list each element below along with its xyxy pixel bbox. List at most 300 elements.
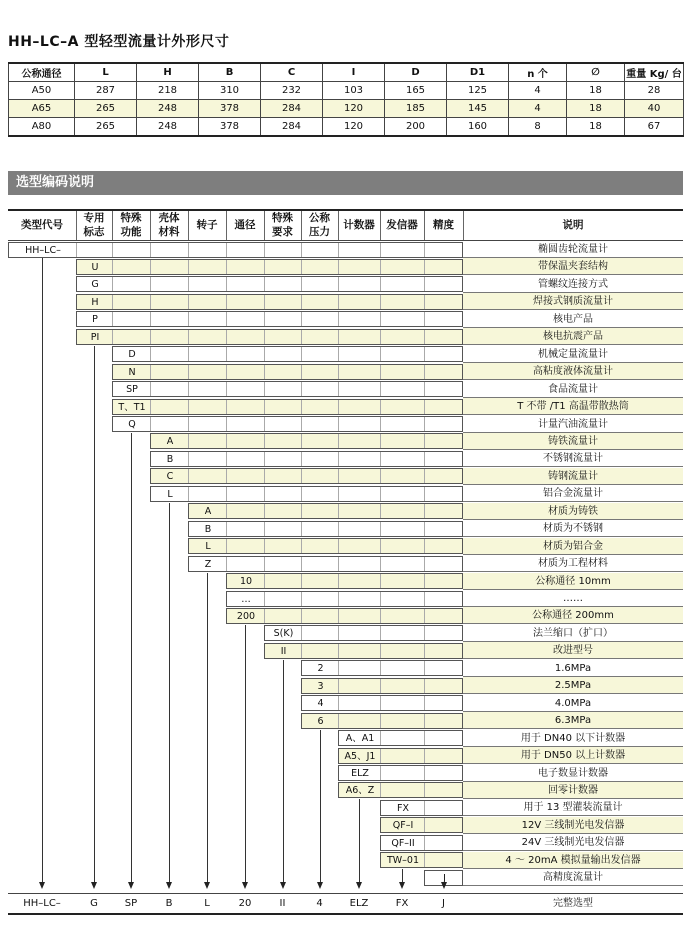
cell-divider xyxy=(424,679,425,693)
selection-header-line: 说明 xyxy=(562,219,584,231)
cell-divider xyxy=(338,609,339,623)
cell-divider xyxy=(424,452,425,466)
cell-divider xyxy=(264,504,265,518)
code-cell xyxy=(264,625,463,641)
cell-divider xyxy=(380,696,381,710)
header-divider xyxy=(76,211,77,240)
header-divider xyxy=(338,211,339,240)
cell-divider xyxy=(338,714,339,728)
cell-divider xyxy=(188,469,189,483)
cell-divider xyxy=(424,243,425,257)
dimension-header-cell: 公称通径 xyxy=(9,63,75,82)
cell-divider xyxy=(264,277,265,291)
section-header: 选型编码说明 xyxy=(8,171,683,195)
row-description: 用于 DN50 以上计数器 xyxy=(463,747,683,764)
cell-divider xyxy=(112,243,113,257)
cell-divider xyxy=(380,557,381,571)
selection-header-line: 类型代号 xyxy=(21,219,63,231)
code-label: B xyxy=(204,523,212,535)
code-cell xyxy=(112,399,463,415)
cell-divider xyxy=(226,400,227,414)
cell-divider xyxy=(264,469,265,483)
code-label: H xyxy=(91,296,99,308)
cell-divider xyxy=(338,243,339,257)
cell-divider xyxy=(301,469,302,483)
code-cell xyxy=(150,486,463,502)
cell-divider xyxy=(380,277,381,291)
cell-divider xyxy=(338,522,339,536)
cell-divider xyxy=(301,487,302,501)
row-description: 食品流量计 xyxy=(463,381,683,398)
column-arrow-icon xyxy=(441,882,447,889)
dimension-cell: 125 xyxy=(447,82,509,100)
cell-divider xyxy=(338,260,339,274)
row-description: 4 ～ 20mA 模拟量输出发信器 xyxy=(463,852,683,869)
cell-divider xyxy=(226,260,227,274)
code-label: U xyxy=(91,261,99,273)
code-cell xyxy=(380,800,463,816)
code-cell xyxy=(76,294,463,310)
cell-divider xyxy=(188,417,189,431)
dimension-cell: 200 xyxy=(385,118,447,137)
code-label: PI xyxy=(90,331,100,343)
cell-divider xyxy=(112,295,113,309)
row-description: 铸铁流量计 xyxy=(463,433,683,450)
selection-header-line: 计数器 xyxy=(343,219,375,231)
cell-divider xyxy=(380,609,381,623)
selection-header-line: 特殊 xyxy=(120,212,142,224)
column-arrow-icon xyxy=(280,882,286,889)
cell-divider xyxy=(226,487,227,501)
cell-divider xyxy=(338,626,339,640)
dimension-cell: 40 xyxy=(625,100,684,118)
code-cell xyxy=(380,835,463,851)
row-description: 材质为不锈钢 xyxy=(463,520,683,537)
cell-divider xyxy=(424,469,425,483)
code-label: QF–I xyxy=(392,820,414,832)
row-description: 6.3MPa xyxy=(463,712,683,729)
column-connector-line xyxy=(42,258,43,882)
dimension-cell: 165 xyxy=(385,82,447,100)
cell-divider xyxy=(301,609,302,623)
cell-divider xyxy=(226,522,227,536)
row-description: 计量汽油流量计 xyxy=(463,416,683,433)
code-cell xyxy=(380,852,463,868)
row-description: 机械定量流量计 xyxy=(463,346,683,363)
code-label: A xyxy=(204,506,212,518)
cell-divider xyxy=(264,417,265,431)
dimension-header-cell: 重量 Kg/ 台 xyxy=(625,63,684,82)
code-label: II xyxy=(280,645,287,657)
dimension-cell: 160 xyxy=(447,118,509,137)
code-label: Z xyxy=(204,558,212,570)
code-label: N xyxy=(128,366,136,378)
cell-divider xyxy=(188,330,189,344)
dimension-cell: 4 xyxy=(509,82,567,100)
dimension-cell: A80 xyxy=(9,118,75,137)
cell-divider xyxy=(264,487,265,501)
final-code-5: L xyxy=(204,898,210,909)
cell-divider xyxy=(380,731,381,745)
dimension-cell: 18 xyxy=(567,82,625,100)
cell-divider xyxy=(226,347,227,361)
cell-divider xyxy=(338,557,339,571)
dimension-header-cell: C xyxy=(261,63,323,82)
cell-divider xyxy=(226,417,227,431)
code-label: … xyxy=(241,593,251,605)
code-cell xyxy=(112,346,463,362)
row-description: …… xyxy=(463,590,683,607)
dimension-cell: 185 xyxy=(385,100,447,118)
row-description: 椭圆齿轮流量计 xyxy=(463,241,683,258)
row-description: 回零计数器 xyxy=(463,782,683,799)
cell-divider xyxy=(188,347,189,361)
cell-divider xyxy=(338,661,339,675)
cell-divider xyxy=(301,330,302,344)
cell-divider xyxy=(424,504,425,518)
dimension-cell: 378 xyxy=(199,100,261,118)
dimension-cell: 18 xyxy=(567,118,625,137)
cell-divider xyxy=(424,749,425,763)
cell-divider xyxy=(301,295,302,309)
row-description: 公称通径 200mm xyxy=(463,607,683,624)
cell-divider xyxy=(338,592,339,606)
cell-divider xyxy=(301,260,302,274)
code-label: D xyxy=(128,349,136,361)
code-cell xyxy=(112,364,463,380)
cell-divider xyxy=(301,592,302,606)
cell-divider xyxy=(380,330,381,344)
header-divider xyxy=(301,211,302,240)
dimension-row xyxy=(9,118,684,137)
dimension-cell: 18 xyxy=(567,100,625,118)
cell-divider xyxy=(264,330,265,344)
code-label: A、A1 xyxy=(345,733,375,745)
code-cell xyxy=(301,660,463,676)
dimension-cell: 248 xyxy=(137,100,199,118)
cell-divider xyxy=(226,277,227,291)
cell-divider xyxy=(188,487,189,501)
cell-divider xyxy=(301,417,302,431)
column-arrow-icon xyxy=(39,882,45,889)
final-code-7: II xyxy=(279,898,286,909)
cell-divider xyxy=(226,312,227,326)
cell-divider xyxy=(424,818,425,832)
cell-divider xyxy=(424,783,425,797)
cell-divider xyxy=(424,801,425,815)
cell-divider xyxy=(424,382,425,396)
final-code-9: ELZ xyxy=(349,898,369,909)
selection-header-5 xyxy=(188,211,226,239)
dimension-header-cell: D xyxy=(385,63,447,82)
cell-divider xyxy=(264,434,265,448)
cell-divider xyxy=(188,452,189,466)
code-cell xyxy=(150,433,463,449)
cell-divider xyxy=(301,400,302,414)
cell-divider xyxy=(380,243,381,257)
code-cell xyxy=(338,730,463,746)
cell-divider xyxy=(301,277,302,291)
row-description: 2.5MPa xyxy=(463,677,683,694)
cell-divider xyxy=(264,295,265,309)
code-label: ELZ xyxy=(351,768,369,779)
cell-divider xyxy=(380,365,381,379)
dimension-row xyxy=(9,100,684,118)
dimension-cell: 284 xyxy=(261,118,323,137)
column-connector-line xyxy=(402,869,403,882)
cell-divider xyxy=(424,365,425,379)
code-label: SP xyxy=(126,384,138,396)
code-cell xyxy=(226,591,463,607)
cell-divider xyxy=(264,539,265,553)
column-connector-line xyxy=(169,503,170,882)
code-label: TW–01 xyxy=(386,855,420,867)
cell-divider xyxy=(380,539,381,553)
row-description: 核电抗震产品 xyxy=(463,328,683,345)
dimension-cell: 4 xyxy=(509,100,567,118)
final-row-top-rule xyxy=(8,893,683,894)
code-label: 6 xyxy=(317,715,324,727)
selection-header-6 xyxy=(226,211,264,239)
code-label: C xyxy=(166,471,174,483)
cell-divider xyxy=(150,400,151,414)
code-cell xyxy=(338,782,463,798)
cell-divider xyxy=(424,522,425,536)
cell-divider xyxy=(226,382,227,396)
header-divider xyxy=(188,211,189,240)
cell-divider xyxy=(150,417,151,431)
code-cell xyxy=(76,329,463,345)
cell-divider xyxy=(188,243,189,257)
selection-header-line: 转子 xyxy=(196,219,218,231)
row-description: 高粘度液体流量计 xyxy=(463,363,683,380)
cell-divider xyxy=(301,347,302,361)
header-divider xyxy=(150,211,151,240)
cell-divider xyxy=(424,312,425,326)
column-connector-line xyxy=(283,660,284,882)
cell-divider xyxy=(188,434,189,448)
cell-divider xyxy=(188,365,189,379)
dimension-cell: 378 xyxy=(199,118,261,137)
row-description: 电子数显计数器 xyxy=(463,765,683,782)
cell-divider xyxy=(424,574,425,588)
code-cell xyxy=(301,695,463,711)
cell-divider xyxy=(424,330,425,344)
cell-divider xyxy=(188,312,189,326)
selection-header-line: 标志 xyxy=(83,226,105,238)
selection-header-10 xyxy=(380,211,424,239)
selection-header-line: 精度 xyxy=(433,219,454,231)
code-cell xyxy=(150,468,463,484)
cell-divider xyxy=(338,574,339,588)
cell-divider xyxy=(188,260,189,274)
code-label: Q xyxy=(128,419,136,430)
dimension-cell: 28 xyxy=(625,82,684,100)
header-divider xyxy=(424,211,425,240)
code-cell xyxy=(76,259,463,275)
cell-divider xyxy=(338,679,339,693)
dimension-cell: 120 xyxy=(323,100,385,118)
dimension-cell: 67 xyxy=(625,118,684,137)
code-label: A5、J1 xyxy=(344,750,376,762)
cell-divider xyxy=(112,277,113,291)
code-cell xyxy=(76,276,463,292)
cell-divider xyxy=(226,539,227,553)
column-arrow-icon xyxy=(128,882,134,889)
selection-header-11 xyxy=(424,211,463,239)
cell-divider xyxy=(264,557,265,571)
cell-divider xyxy=(380,469,381,483)
code-cell xyxy=(226,608,463,624)
code-cell xyxy=(264,643,463,659)
cell-divider xyxy=(226,452,227,466)
cell-divider xyxy=(338,330,339,344)
cell-divider xyxy=(380,783,381,797)
cell-divider xyxy=(380,574,381,588)
selection-header-line: 通径 xyxy=(234,219,256,231)
cell-divider xyxy=(380,626,381,640)
cell-divider xyxy=(424,434,425,448)
cell-divider xyxy=(380,452,381,466)
cell-divider xyxy=(264,522,265,536)
row-description: 焊接式钢质流量计 xyxy=(463,293,683,310)
cell-divider xyxy=(380,417,381,431)
cell-divider xyxy=(424,714,425,728)
dimension-cell: 287 xyxy=(75,82,137,100)
column-arrow-icon xyxy=(91,882,97,889)
cell-divider xyxy=(226,243,227,257)
dimension-table xyxy=(8,62,684,137)
cell-divider xyxy=(264,382,265,396)
final-code-3: SP xyxy=(124,898,138,909)
final-code-6: 20 xyxy=(238,898,252,909)
column-connector-line xyxy=(94,346,95,882)
code-label: T、T1 xyxy=(118,401,146,413)
row-description: 带保温夹套结构 xyxy=(463,258,683,275)
row-description: 12V 三线制光电发信器 xyxy=(463,817,683,834)
cell-divider xyxy=(188,295,189,309)
cell-divider xyxy=(338,487,339,501)
row-description: 铸钢流量计 xyxy=(463,468,683,485)
cell-divider xyxy=(226,434,227,448)
column-connector-line xyxy=(320,730,321,882)
dimension-cell: A50 xyxy=(9,82,75,100)
selection-header-line: 公称 xyxy=(309,212,330,224)
cell-divider xyxy=(150,312,151,326)
code-label: FX xyxy=(397,802,409,814)
row-description: 用于 13 型灌装流量计 xyxy=(463,799,683,816)
selection-header-line: 发信器 xyxy=(386,219,418,231)
dimension-cell: 103 xyxy=(323,82,385,100)
cell-divider xyxy=(226,365,227,379)
final-code-10: FX xyxy=(395,898,409,909)
cell-divider xyxy=(338,434,339,448)
cell-divider xyxy=(301,452,302,466)
cell-divider xyxy=(150,243,151,257)
selection-header-7 xyxy=(264,211,301,239)
dimension-cell: 120 xyxy=(323,118,385,137)
cell-divider xyxy=(338,347,339,361)
cell-divider xyxy=(264,347,265,361)
row-description: 材质为铸铁 xyxy=(463,503,683,520)
row-description: 不锈钢流量计 xyxy=(463,450,683,467)
cell-divider xyxy=(264,609,265,623)
header-divider xyxy=(380,211,381,240)
code-label: J xyxy=(443,872,446,884)
cell-divider xyxy=(264,243,265,257)
cell-divider xyxy=(424,592,425,606)
dimension-cell: 232 xyxy=(261,82,323,100)
cell-divider xyxy=(188,277,189,291)
cell-divider xyxy=(338,365,339,379)
code-label: S(K) xyxy=(273,628,294,640)
selection-header-line: 专用 xyxy=(83,212,105,224)
column-connector-line xyxy=(131,433,132,882)
row-description: 4.0MPa xyxy=(463,695,683,712)
cell-divider xyxy=(301,365,302,379)
cell-divider xyxy=(424,400,425,414)
final-code-11: J xyxy=(442,898,445,909)
cell-divider xyxy=(112,312,113,326)
selection-header-9 xyxy=(338,211,380,239)
cell-divider xyxy=(424,487,425,501)
cell-divider xyxy=(301,626,302,640)
cell-divider xyxy=(150,347,151,361)
selection-header-line: 特殊 xyxy=(272,212,293,224)
dimension-row xyxy=(9,82,684,100)
cell-divider xyxy=(338,382,339,396)
code-cell xyxy=(112,381,463,397)
code-cell xyxy=(188,538,463,554)
code-cell xyxy=(8,242,463,258)
cell-divider xyxy=(380,714,381,728)
cell-divider xyxy=(424,626,425,640)
dimension-cell: 8 xyxy=(509,118,567,137)
column-connector-line xyxy=(207,573,208,882)
cell-divider xyxy=(112,260,113,274)
code-label: B xyxy=(166,453,174,465)
dimension-cell: 248 xyxy=(137,118,199,137)
cell-divider xyxy=(338,469,339,483)
header-divider xyxy=(264,211,265,240)
cell-divider xyxy=(424,295,425,309)
dimension-header-cell: L xyxy=(75,63,137,82)
selection-header-line: 壳体 xyxy=(158,212,180,224)
dimension-header-cell: B xyxy=(199,63,261,82)
row-description: 管螺纹连接方式 xyxy=(463,276,683,293)
row-description: 法兰缩口（扩口） xyxy=(463,625,683,642)
row-description: 高精度流量计 xyxy=(463,869,683,886)
header-divider xyxy=(463,211,464,240)
cell-divider xyxy=(226,469,227,483)
cell-divider xyxy=(301,574,302,588)
row-description: 公称通径 10mm xyxy=(463,573,683,590)
cell-divider xyxy=(76,243,77,257)
cell-divider xyxy=(380,504,381,518)
dimension-header-cell: D1 xyxy=(447,63,509,82)
dimension-cell: A65 xyxy=(9,100,75,118)
cell-divider xyxy=(264,574,265,588)
row-description: 1.6MPa xyxy=(463,660,683,677)
cell-divider xyxy=(264,592,265,606)
cell-divider xyxy=(424,731,425,745)
cell-divider xyxy=(424,277,425,291)
cell-divider xyxy=(264,260,265,274)
row-description: 改进型号 xyxy=(463,642,683,659)
column-arrow-icon xyxy=(166,882,172,889)
cell-divider xyxy=(301,434,302,448)
code-cell xyxy=(338,765,463,781)
